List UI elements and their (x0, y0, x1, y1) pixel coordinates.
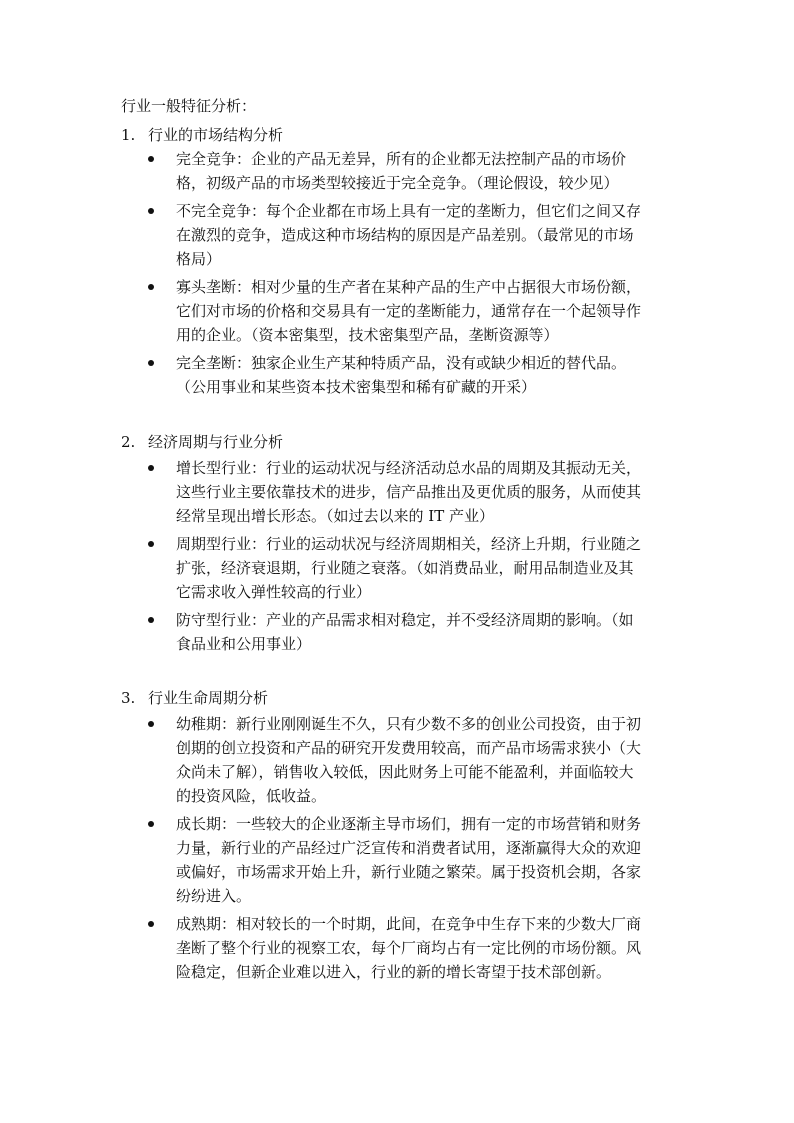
list-item (148, 532, 683, 604)
section-heading-text: 行业生命周期分析 (148, 689, 269, 707)
list-item-line: 不完全竞争：每个企业都在市场上具有一定的垄断力，但它们之间又存 (176, 202, 642, 220)
list-item-line: 力量，新行业的产品经过广泛宣传和消费者试用，逐渐赢得大众的欢迎 (176, 839, 642, 857)
list-item-line: 它需求收入弹性较高的行业） (176, 583, 372, 601)
list-item-line: 这些行业主要依靠技术的进步，信产品推出及更优质的服务，从而使其 (176, 483, 642, 501)
document-title: 行业一般特征分析： (121, 97, 257, 115)
list-item-line: 的投资风险，低收益。 (176, 787, 327, 805)
section-number: 2. (121, 433, 136, 451)
section-number: 3. (121, 689, 136, 707)
bullet-icon (148, 721, 154, 727)
section-heading-text: 行业的市场结构分析 (148, 126, 284, 144)
section-3-list (148, 712, 683, 984)
list-item-line: 垄断了整个行业的视察工农，每个厂商均占有一定比例的市场份额。风 (176, 939, 642, 957)
list-item (148, 712, 683, 808)
list-item (148, 275, 683, 347)
section-heading-1 (121, 125, 283, 145)
list-item-line: 经常呈现出增长形态。（如过去以来的 IT 产业） (176, 507, 494, 525)
list-item (148, 608, 683, 656)
list-item-line: 扩张，经济衰退期，行业随之衰落。（如消费品业，耐用品制造业及其 (176, 559, 634, 577)
bullet-icon (148, 617, 154, 623)
list-item (148, 812, 683, 908)
list-item-line: 众尚未了解），销售收入较低，因此财务上可能不能盈利，并面临较大 (176, 763, 634, 781)
section-heading-2 (121, 432, 283, 452)
list-item-line: 防守型行业：产业的产品需求相对稳定，并不受经济周期的影响。（如 (176, 611, 634, 629)
list-item-line: （公用事业和某些资本技术密集型和稀有矿藏的开采） (176, 378, 537, 396)
list-item-line: 成长期：一些较大的企业逐渐主导市场们，拥有一定的市场营销和财务 (176, 815, 642, 833)
section-number: 1. (121, 126, 136, 144)
list-item-line: 险稳定，但新企业难以进入，行业的新的增长寄望于技术部创新。 (176, 963, 612, 981)
bullet-icon (148, 284, 154, 290)
list-item-line: 增长型行业：行业的运动状况与经济活动总水品的周期及其振动无关， (176, 459, 642, 477)
section-2-list (148, 456, 683, 656)
list-item (148, 351, 683, 399)
bullet-icon (148, 821, 154, 827)
list-item-line: 它们对市场的价格和交易具有一定的垄断能力，通常存在一个起领导作 (176, 302, 642, 320)
list-item-line: 寡头垄断：相对少量的生产者在某种产品的生产中占据很大市场份额， (176, 278, 642, 296)
list-item-line: 周期型行业：行业的运动状况与经济周期相关，经济上升期，行业随之 (176, 535, 642, 553)
list-item-line: 或偏好，市场需求开始上升，新行业随之繁荣。属于投资机会期，各家 (176, 863, 642, 881)
list-item-line: 完全垄断：独家企业生产某种特质产品，没有或缺少相近的替代品。 (176, 354, 627, 372)
bullet-icon (148, 156, 154, 162)
list-item (148, 456, 683, 528)
list-item-line: 格局） (176, 250, 222, 268)
list-item-line: 纷纷进入。 (176, 887, 252, 905)
bullet-icon (148, 541, 154, 547)
list-item (148, 147, 683, 195)
list-item-line: 在激烈的竞争，造成这种市场结构的原因是产品差别。（最常见的市场 (176, 226, 634, 244)
list-item-line: 格，初级产品的市场类型较接近于完全竞争。（理论假设，较少见） (176, 174, 619, 192)
section-heading-3 (121, 688, 268, 708)
list-item (148, 912, 683, 984)
list-item-line: 成熟期：相对较长的一个时期，此间，在竞争中生存下来的少数大厂商 (176, 915, 642, 933)
section-heading-text: 经济周期与行业分析 (148, 433, 284, 451)
section-1-list (148, 147, 683, 399)
bullet-icon (148, 465, 154, 471)
list-item-line: 完全竞争：企业的产品无差异，所有的企业都无法控制产品的市场价 (176, 150, 627, 168)
list-item-line: 幼稚期：新行业刚刚诞生不久，只有少数不多的创业公司投资，由于初 (176, 715, 642, 733)
bullet-icon (148, 360, 154, 366)
bullet-icon (148, 208, 154, 214)
list-item (148, 199, 683, 271)
list-item-line: 食品业和公用事业） (176, 635, 312, 653)
bullet-icon (148, 921, 154, 927)
list-item-line: 用的企业。（资本密集型，技术密集型产品，垄断资源等） (176, 326, 559, 344)
list-item-line: 创期的创立投资和产品的研究开发费用较高，而产品市场需求狭小（大 (176, 739, 642, 757)
